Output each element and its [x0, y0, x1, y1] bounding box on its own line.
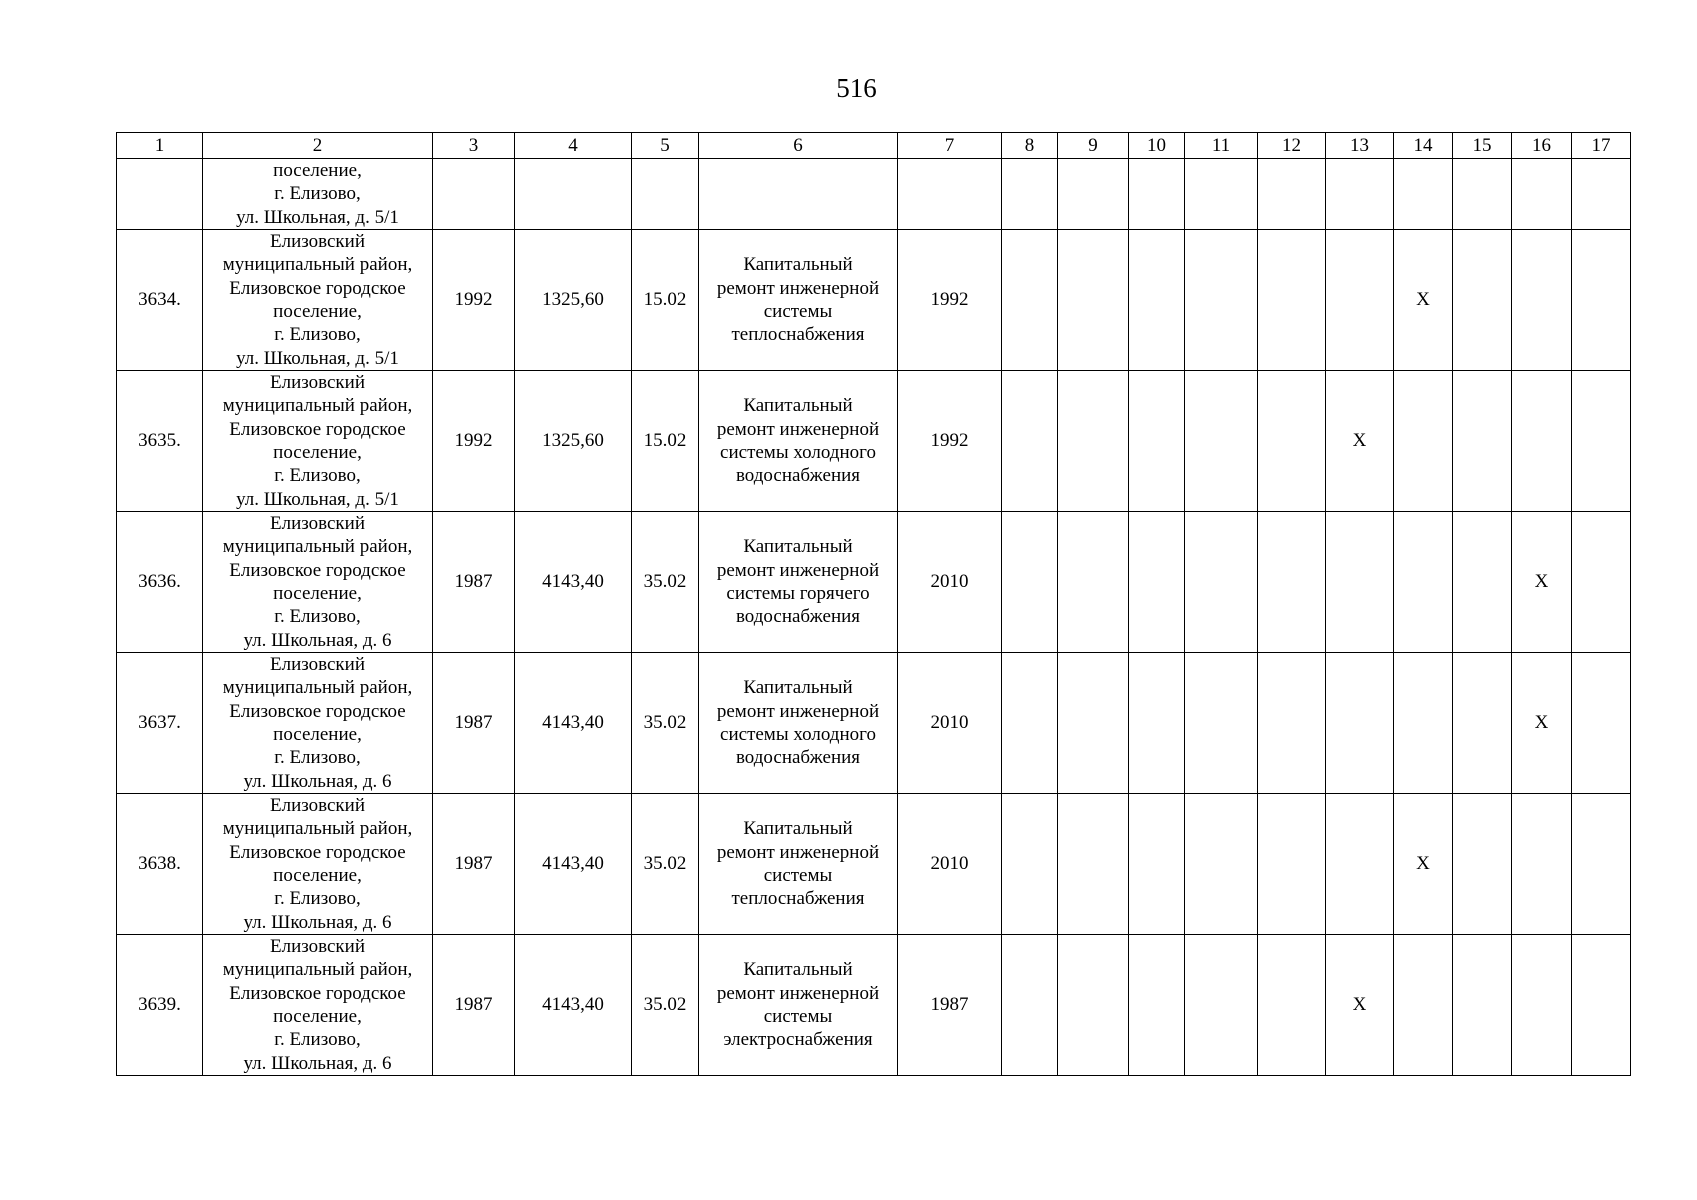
mark-cell [1512, 371, 1572, 512]
work-type-line: водоснабжения [735, 606, 861, 628]
mark-cell [1394, 512, 1453, 653]
mark-cell [1002, 371, 1058, 512]
address-cell [203, 935, 433, 1076]
work-type-line: системы холодного [720, 442, 876, 463]
work-type-line: ремонт инженерной [716, 700, 880, 722]
year-built-cell: 1987 [433, 512, 515, 653]
year-built-cell: 1987 [433, 935, 515, 1076]
empty-cell [1002, 159, 1058, 230]
mark-cell [1326, 653, 1394, 794]
address-line: поселение, [273, 160, 362, 182]
mark-cell [1002, 230, 1058, 371]
address-line: ул. Школьная, д. 5/1 [236, 347, 399, 369]
mark-cell [1453, 512, 1512, 653]
mark-cell [1258, 230, 1326, 371]
address-line: Елизовский [269, 513, 365, 535]
column-header: 1 [117, 133, 203, 159]
address-cell [203, 794, 433, 935]
column-header: 5 [632, 133, 699, 159]
empty-cell [632, 159, 699, 230]
mark-cell [1058, 653, 1129, 794]
year-work-cell: 2010 [898, 512, 1002, 653]
address-line: Елизовский [269, 936, 365, 958]
mark-cell [1058, 935, 1129, 1076]
address-cell [203, 159, 433, 230]
row-number: 3637. [117, 653, 203, 794]
area-cell: 4143,40 [515, 794, 632, 935]
address-line: поселение, [273, 301, 362, 322]
row-number: 3639. [117, 935, 203, 1076]
address-line: ул. Школьная, д. 6 [243, 770, 392, 792]
area-cell: 1325,60 [515, 371, 632, 512]
mark-cell [1394, 935, 1453, 1076]
year-work-cell: 1992 [898, 230, 1002, 371]
empty-cell [699, 159, 898, 230]
address-line: Елизовское городское [229, 418, 406, 440]
column-header: 12 [1258, 133, 1326, 159]
empty-cell [1572, 159, 1631, 230]
page-number: 516 [836, 73, 877, 103]
mark-cell: X [1394, 794, 1453, 935]
address-line: г. Елизово, [274, 183, 361, 205]
address-line: Елизовское городское [229, 559, 406, 581]
column-header: 13 [1326, 133, 1394, 159]
work-type-line: теплоснабжения [731, 888, 865, 910]
work-type-cell [699, 371, 898, 512]
row-number: 3634. [117, 230, 203, 371]
empty-cell [1326, 159, 1394, 230]
empty-cell [1453, 159, 1512, 230]
mark-cell [1453, 371, 1512, 512]
mark-cell [1129, 794, 1185, 935]
address-line: Елизовское городское [229, 277, 406, 299]
table-row [117, 230, 1631, 371]
work-type-cell [699, 230, 898, 371]
address-line: муниципальный район, [222, 677, 413, 699]
area-cell: 4143,40 [515, 935, 632, 1076]
address-line: муниципальный район, [222, 395, 413, 417]
area-cell: 4143,40 [515, 512, 632, 653]
address-line: ул. Школьная, д. 6 [243, 1052, 392, 1074]
column-header: 8 [1002, 133, 1058, 159]
year-built-cell: 1992 [433, 371, 515, 512]
address-line: Елизовское городское [229, 841, 406, 863]
work-type-line: системы [763, 865, 833, 886]
work-type-line: Капитальный [743, 536, 853, 558]
mark-cell [1258, 653, 1326, 794]
work-type-line: ремонт инженерной [716, 277, 880, 299]
table-row [117, 371, 1631, 512]
table-row [117, 512, 1631, 653]
empty-cell [433, 159, 515, 230]
work-type-line: ремонт инженерной [716, 982, 880, 1004]
row-number: 3638. [117, 794, 203, 935]
work-type-line: ремонт инженерной [716, 841, 880, 863]
mark-cell [1185, 230, 1258, 371]
mark-cell [1453, 653, 1512, 794]
column-header: 2 [203, 133, 433, 159]
column-number-header-row [117, 133, 1631, 159]
mark-cell [1002, 653, 1058, 794]
address-cell [203, 653, 433, 794]
address-line: поселение, [273, 583, 362, 604]
code-cell: 35.02 [632, 512, 699, 653]
row-number: 3635. [117, 371, 203, 512]
mark-cell [1326, 794, 1394, 935]
year-work-cell: 2010 [898, 653, 1002, 794]
mark-cell [1572, 794, 1631, 935]
address-line: г. Елизово, [274, 606, 361, 628]
empty-cell [1394, 159, 1453, 230]
address-line: ул. Школьная, д. 5/1 [236, 488, 399, 510]
mark-cell [1185, 653, 1258, 794]
address-line: г. Елизово, [274, 888, 361, 910]
work-type-line: водоснабжения [735, 747, 861, 769]
mark-cell [1572, 512, 1631, 653]
work-type-line: Капитальный [743, 677, 853, 699]
mark-cell [1002, 935, 1058, 1076]
address-line: ул. Школьная, д. 6 [243, 629, 392, 651]
empty-cell [117, 159, 203, 230]
address-line: Елизовский [269, 654, 365, 676]
empty-cell [1058, 159, 1129, 230]
continuation-row [117, 159, 1631, 230]
mark-cell [1002, 512, 1058, 653]
code-cell: 15.02 [632, 371, 699, 512]
work-type-line: электроснабжения [723, 1029, 873, 1051]
work-type-line: ремонт инженерной [716, 418, 880, 440]
address-line: муниципальный район, [222, 536, 413, 558]
address-cell [203, 371, 433, 512]
table-row [117, 794, 1631, 935]
mark-cell: X [1326, 935, 1394, 1076]
work-type-line: системы [763, 301, 833, 322]
work-type-line: системы [763, 1006, 833, 1027]
address-line: Елизовский [269, 231, 365, 253]
mark-cell [1185, 794, 1258, 935]
area-cell: 4143,40 [515, 653, 632, 794]
year-work-cell: 2010 [898, 794, 1002, 935]
code-cell: 35.02 [632, 935, 699, 1076]
empty-cell [1258, 159, 1326, 230]
mark-cell [1129, 653, 1185, 794]
column-header: 3 [433, 133, 515, 159]
mark-cell [1258, 512, 1326, 653]
table-row [117, 653, 1631, 794]
registry-table [116, 132, 1631, 1076]
mark-cell [1058, 794, 1129, 935]
address-cell [203, 230, 433, 371]
mark-cell [1002, 794, 1058, 935]
column-header: 7 [898, 133, 1002, 159]
mark-cell [1572, 935, 1631, 1076]
work-type-line: Капитальный [743, 818, 853, 840]
empty-cell [515, 159, 632, 230]
empty-cell [898, 159, 1002, 230]
address-line: Елизовское городское [229, 982, 406, 1004]
mark-cell: X [1326, 371, 1394, 512]
work-type-cell [699, 935, 898, 1076]
code-cell: 35.02 [632, 653, 699, 794]
column-header: 14 [1394, 133, 1453, 159]
work-type-cell [699, 794, 898, 935]
address-line: муниципальный район, [222, 254, 413, 276]
year-work-cell: 1987 [898, 935, 1002, 1076]
column-header: 17 [1572, 133, 1631, 159]
column-header: 6 [699, 133, 898, 159]
mark-cell [1512, 230, 1572, 371]
mark-cell [1058, 230, 1129, 371]
mark-cell [1058, 371, 1129, 512]
address-line: поселение, [273, 1006, 362, 1027]
work-type-cell [699, 653, 898, 794]
mark-cell [1394, 371, 1453, 512]
mark-cell [1326, 230, 1394, 371]
year-built-cell: 1987 [433, 794, 515, 935]
empty-cell [1129, 159, 1185, 230]
mark-cell [1512, 794, 1572, 935]
year-work-cell: 1992 [898, 371, 1002, 512]
column-header: 11 [1185, 133, 1258, 159]
mark-cell [1185, 512, 1258, 653]
address-line: поселение, [273, 865, 362, 886]
year-built-cell: 1992 [433, 230, 515, 371]
empty-cell [1185, 159, 1258, 230]
work-type-line: Капитальный [743, 395, 853, 417]
address-line: Елизовский [269, 372, 365, 394]
code-cell: 35.02 [632, 794, 699, 935]
mark-cell: X [1512, 512, 1572, 653]
column-header: 15 [1453, 133, 1512, 159]
address-line: ул. Школьная, д. 6 [243, 911, 392, 933]
address-line: Елизовский [269, 795, 365, 817]
mark-cell [1129, 371, 1185, 512]
mark-cell [1572, 371, 1631, 512]
work-type-line: системы холодного [720, 724, 876, 745]
mark-cell [1129, 512, 1185, 653]
column-header: 9 [1058, 133, 1129, 159]
mark-cell [1258, 794, 1326, 935]
mark-cell [1394, 653, 1453, 794]
work-type-line: теплоснабжения [731, 324, 865, 346]
address-line: муниципальный район, [222, 959, 413, 981]
mark-cell [1129, 230, 1185, 371]
column-header: 4 [515, 133, 632, 159]
mark-cell [1572, 653, 1631, 794]
address-line: г. Елизово, [274, 465, 361, 487]
work-type-line: системы горячего [726, 583, 870, 604]
work-type-line: Капитальный [743, 959, 853, 981]
mark-cell [1258, 371, 1326, 512]
address-line: г. Елизово, [274, 1029, 361, 1051]
mark-cell [1185, 935, 1258, 1076]
address-cell [203, 512, 433, 653]
work-type-line: Капитальный [743, 254, 853, 276]
mark-cell: X [1512, 653, 1572, 794]
mark-cell [1453, 230, 1512, 371]
code-cell: 15.02 [632, 230, 699, 371]
mark-cell [1185, 371, 1258, 512]
address-line: Елизовское городское [229, 700, 406, 722]
mark-cell [1258, 935, 1326, 1076]
mark-cell [1129, 935, 1185, 1076]
address-line: ул. Школьная, д. 5/1 [236, 206, 399, 228]
address-line: поселение, [273, 442, 362, 463]
column-header: 16 [1512, 133, 1572, 159]
mark-cell [1326, 512, 1394, 653]
mark-cell [1512, 935, 1572, 1076]
empty-cell [1512, 159, 1572, 230]
work-type-line: водоснабжения [735, 465, 861, 487]
mark-cell [1453, 794, 1512, 935]
mark-cell [1572, 230, 1631, 371]
column-header: 10 [1129, 133, 1185, 159]
work-type-cell [699, 512, 898, 653]
mark-cell [1058, 512, 1129, 653]
area-cell: 1325,60 [515, 230, 632, 371]
address-line: муниципальный район, [222, 818, 413, 840]
address-line: поселение, [273, 724, 362, 745]
year-built-cell: 1987 [433, 653, 515, 794]
mark-cell: X [1394, 230, 1453, 371]
table-row [117, 935, 1631, 1076]
address-line: г. Елизово, [274, 324, 361, 346]
row-number: 3636. [117, 512, 203, 653]
mark-cell [1453, 935, 1512, 1076]
work-type-line: ремонт инженерной [716, 559, 880, 581]
address-line: г. Елизово, [274, 747, 361, 769]
